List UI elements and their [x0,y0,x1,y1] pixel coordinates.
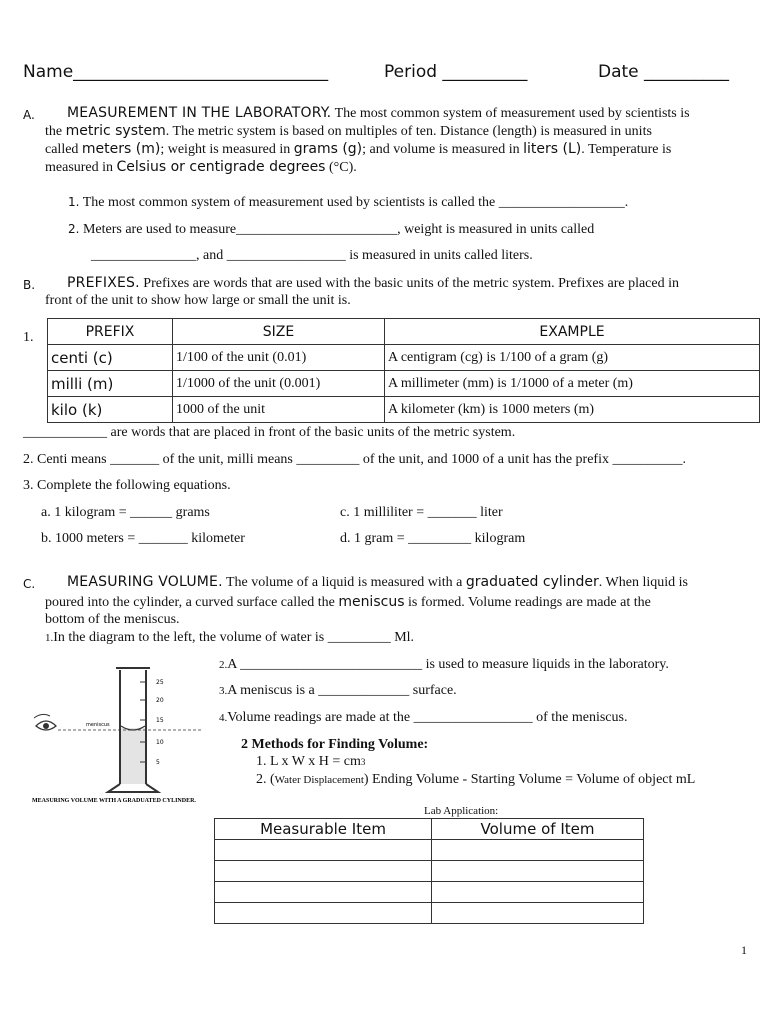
term-meters: meters (m) [81,141,161,157]
question-a1 [68,195,628,211]
lab-cell[interactable] [432,903,644,924]
text: The volume of a liquid is measured with a [226,575,463,590]
example-cell: A kilometer (km) is 1000 meters (m) [385,397,760,423]
meniscus-label: meniscus [86,722,110,728]
text: Prefixes are words that are used with the basic units of the metric system. Prefixes are placed in [143,276,679,291]
section-a-line-3 [45,141,671,158]
lab-cell[interactable] [215,861,432,882]
question-number: 3. [219,685,228,697]
section-a-text: The most common system of measurement used by scientists is [334,106,690,121]
question-b2: 2. Centi means _______ of the unit, milli means _________ of the unit, and 1000 of a unit has the prefix __________. [23,452,686,467]
lab-table [214,818,644,924]
section-a-letter: A. [23,108,35,122]
tick-label: 25 [156,679,164,686]
table-header-row [48,319,760,345]
question-text: The most common system of measurement used by scientists is called the __________________. [82,195,629,210]
size-cell: 1/100 of the unit (0.01) [173,345,385,371]
section-c-line-3: bottom of the meniscus. [45,612,180,627]
section-c-letter: C. [23,577,36,591]
tick-label: 20 [156,697,164,704]
question-number: 2. [219,659,228,671]
section-b-line-1 [67,275,679,292]
question-b1: ____________ are words that are placed in front of the basic units of the metric system. [23,425,516,440]
tick-label: 5 [156,759,160,766]
method-1 [256,754,365,770]
equation-d: d. 1 gram = _________ kilogram [340,531,526,546]
text: poured into the cylinder, a curved surface called the [45,595,335,610]
diagram-caption: MEASURING VOLUME WITH A GRADUATED CYLINDER. [32,798,196,804]
question-a2 [68,222,594,238]
section-c-line-2 [45,594,651,611]
header-measurable-item: Measurable Item [215,819,432,840]
question-number: 4. [219,712,228,724]
table-header-row [215,819,644,840]
text: is formed. Volume readings are made at the [407,595,651,610]
lab-cell[interactable] [215,882,432,903]
table-row [48,371,760,397]
lab-cell[interactable] [215,840,432,861]
graduated-cylinder-diagram [28,660,208,810]
eye-icon [34,714,56,730]
example-cell: A centigram (cg) is 1/100 of a gram (g) [385,345,760,371]
section-a-title: MEASUREMENT IN THE LABORATORY. [67,105,332,121]
table-row [48,397,760,423]
term-celsius: Celsius or centigrade degrees [116,159,326,175]
term-metric-system: metric system [65,123,166,139]
lab-cell[interactable] [432,861,644,882]
text: measured in [45,160,114,175]
header-prefix: PREFIX [48,319,173,345]
equation-c: c. 1 milliliter = _______ liter [340,505,503,520]
question-text: A meniscus is a _____________ surface. [227,683,457,698]
question-c1 [45,630,414,646]
tick-label: 15 [156,717,164,724]
text: ; and volume is measured in [362,142,520,157]
tick-label: 10 [156,739,164,746]
lab-cell[interactable] [432,882,644,903]
section-b-title: PREFIXES. [67,275,140,291]
text: 1. L x W x H = cm [256,754,361,769]
text: called [45,142,79,157]
size-cell: 1000 of the unit [173,397,385,423]
text: . Temperature is [581,142,672,157]
question-number: 1. [45,632,54,644]
header-size: SIZE [173,319,385,345]
example-cell: A millimeter (mm) is 1/1000 of a meter (m) [385,371,760,397]
section-b-letter: B. [23,278,36,292]
page-number: 1 [741,943,747,957]
lab-cell[interactable] [215,903,432,924]
term-grams: grams (g) [293,141,363,157]
question-c3 [219,683,457,699]
section-a-line-4 [45,159,357,176]
prefix-table [47,318,760,423]
superscript: 3 [360,757,366,767]
question-number: 2. [68,222,80,236]
equation-b: b. 1000 meters = _______ kilometer [41,531,245,546]
term-graduated-cylinder: graduated cylinder [465,574,599,590]
question-c4 [219,710,627,726]
text: ) Ending Volume - Starting Volume = Volume of object mL [363,772,696,787]
period-field[interactable]: Period __________ [384,62,528,82]
question-text: Meters are used to measure_______________________, weight is measured in units called [82,222,595,237]
text: (°C). [325,160,357,175]
header-volume-of-item: Volume of Item [432,819,644,840]
lab-cell[interactable] [432,840,644,861]
text: Water Displacement [274,774,364,786]
question-b3: 3. Complete the following equations. [23,478,231,493]
text: . The metric system is based on multiples of ten. Distance (length) is measured in units [165,124,652,139]
table-number: 1. [23,330,34,345]
question-number: 1. [68,195,80,209]
section-a-line-2 [45,123,652,140]
text: . When liquid is [598,575,688,590]
text: ; weight is measured in [160,142,291,157]
equation-a: a. 1 kilogram = ______ grams [41,505,210,520]
section-a-line-1 [67,105,690,122]
section-b-line-2: front of the unit to show how large or small the unit is. [45,293,351,308]
question-a2-cont: _______________, and _________________ is measured in units called liters. [91,248,533,263]
table-row [215,861,644,882]
name-field[interactable]: Name______________________________ [23,62,329,82]
date-field[interactable]: Date __________ [598,62,730,82]
question-c2 [219,657,669,673]
text: 2. ( [256,772,275,787]
question-text: In the diagram to the left, the volume of water is _________ Ml. [53,630,415,645]
prefix-cell: kilo (k) [48,397,173,423]
liquid [121,728,145,784]
table-row [48,345,760,371]
question-text: Volume readings are made at the _________________ of the meniscus. [227,710,628,725]
question-text: A __________________________ is used to measure liquids in the laboratory. [227,657,669,672]
lab-title: Lab Application: [424,805,499,817]
cylinder-base [108,784,158,792]
methods-title: 2 Methods for Finding Volume: [241,737,429,752]
term-meniscus: meniscus [338,594,405,610]
prefix-cell: centi (c) [48,345,173,371]
term-liters: liters (L) [523,141,582,157]
table-row [215,903,644,924]
header-example: EXAMPLE [385,319,760,345]
section-c-line-1 [67,574,688,591]
size-cell: 1/1000 of the unit (0.001) [173,371,385,397]
prefix-cell: milli (m) [48,371,173,397]
text: the [45,124,63,139]
section-c-title: MEASURING VOLUME. [67,574,223,590]
table-row [215,882,644,903]
table-row [215,840,644,861]
method-2 [256,772,695,788]
